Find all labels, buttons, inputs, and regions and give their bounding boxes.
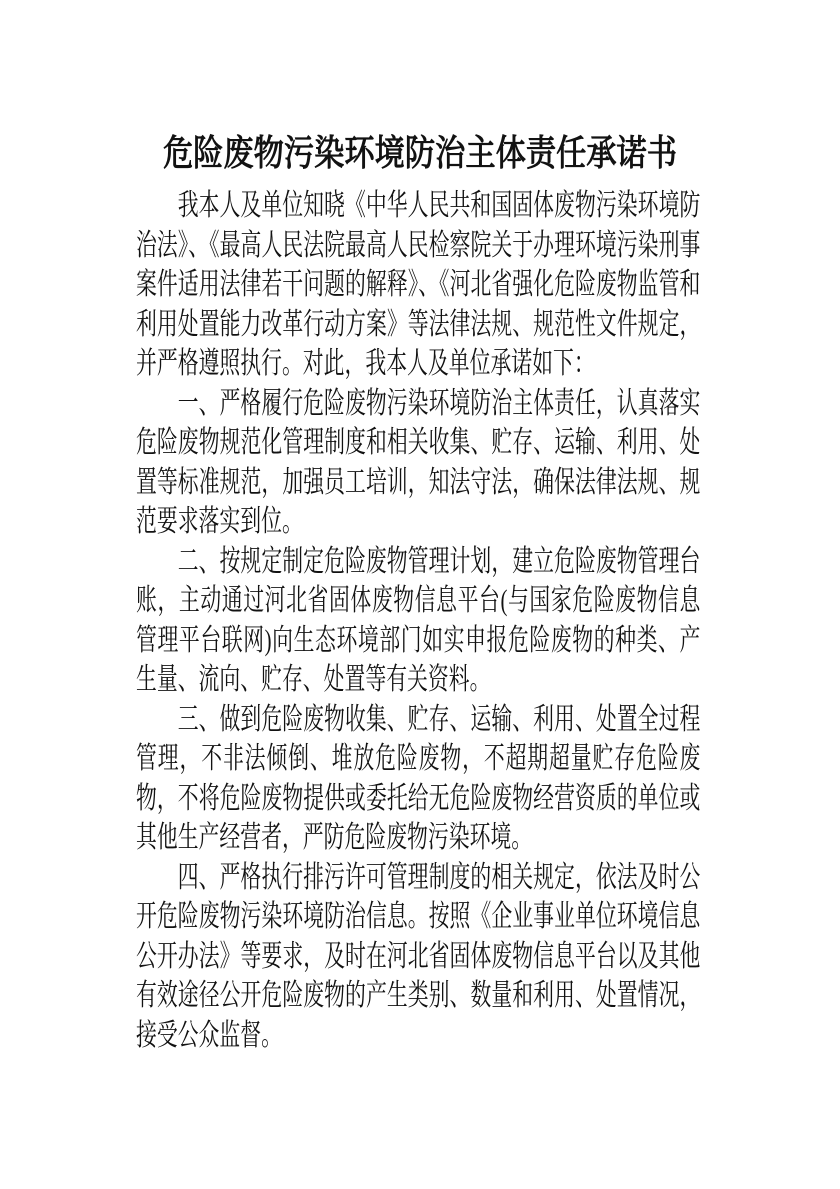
document-title: 危险废物污染环境防治主体责任承诺书 [162,132,678,174]
commitment-paragraph-3: 三、做到危险废物收集、贮存、运输、利用、处置全过程管理，不非法倾倒、堆放危险废物，不超期超量贮存危险废物，不将危险废物提供或委托给无危险废物经营资质的单位或其他生产经营者，严防危险废物污染环境。 [136,702,701,854]
commitment-paragraph-1: 一、严格履行危险废物污染环境防治主体责任，认真落实危险废物规范化管理制度和相关收集、贮存、运输、利用、处置等标准规范，加强员工培训，知法守法，确保法律法规、规范要求落实到位。 [136,386,701,538]
commitment-paragraph-4: 四、严格执行排污许可管理制度的相关规定，依法及时公开危险废物污染环境防治信息。按照《企业事业单位环境信息公开办法》等要求，及时在河北省固体废物信息平台以及其他有效途径公开危险废物的产生类别、数量和利用、处置情况，接受公众监督。 [136,860,701,1052]
commitment-paragraph-2: 二、按规定制定危险废物管理计划，建立危险废物管理台账，主动通过河北省固体废物信息平台(与国家危险废物信息管理平台联网)向生态环境部门如实申报危险废物的种类、产生量、流向、贮存、处置等有关资料。 [136,544,701,696]
document-body [136,186,700,1055]
intro-paragraph: 我本人及单位知晓《中华人民共和国固体废物污染环境防治法》、《最高人民法院最高人民检察院关于办理环境污染刑事案件适用法律若干问题的解释》、《河北省强化危险废物监管和利用处置能力改革行动方案》等法律法规、规范性文件规定，并严格遵照执行。对此，我本人及单位承诺如下： [136,189,701,380]
